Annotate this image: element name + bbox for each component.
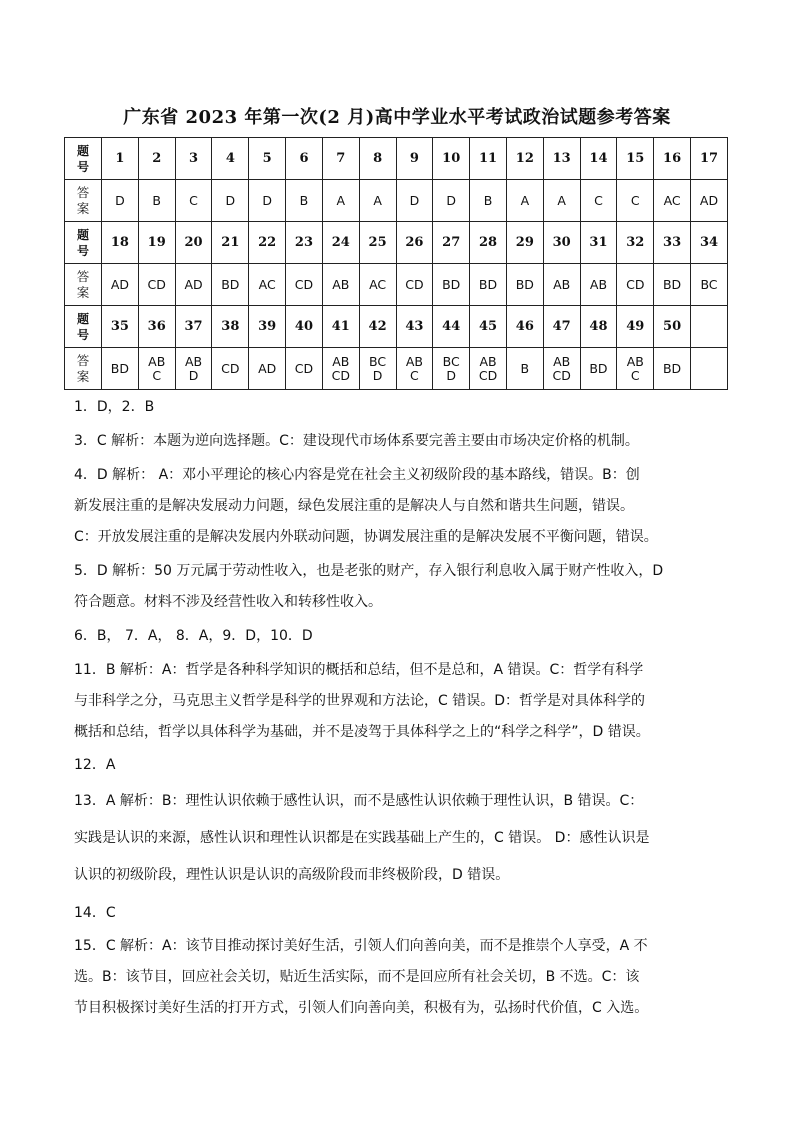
question-number-cell: 17 (691, 138, 728, 180)
question-number-cell: 8 (359, 138, 396, 180)
answer-cell: BD (506, 264, 543, 306)
question-number-cell: 41 (322, 306, 359, 348)
answer-cell: AD (175, 264, 212, 306)
answer-cell: AD (249, 348, 286, 390)
question-number-cell: 42 (359, 306, 396, 348)
answer-cell: C (617, 180, 654, 222)
question-number-cell: 44 (433, 306, 470, 348)
answer-cell: AC (654, 180, 691, 222)
question-number-cell: 19 (138, 222, 175, 264)
explanation-line: 选。B：该节目，回应社会关切，贴近生活实际，而不是回应所有社会关切，B 不选。C：该 (74, 969, 640, 985)
question-number-cell: 21 (212, 222, 249, 264)
answer-cell: CD (396, 264, 433, 306)
explanation-line: 概括和总结，哲学以具体科学为基础，并不是凌驾于具体科学之上的“科学之科学”，D 错误。 (74, 724, 650, 740)
question-number-cell: 26 (396, 222, 433, 264)
question-number-cell: 32 (617, 222, 654, 264)
question-number-cell: 36 (138, 306, 175, 348)
answer-cell: D (433, 180, 470, 222)
question-number-cell: 47 (543, 306, 580, 348)
answer-cell: BC D (433, 348, 470, 390)
question-number-cell: 12 (506, 138, 543, 180)
question-number-cell: 39 (249, 306, 286, 348)
answer-cell: AC (359, 264, 396, 306)
answer-cell: B (286, 180, 323, 222)
answer-cell: D (249, 180, 286, 222)
question-number-cell: 3 (175, 138, 212, 180)
answer-cell: B (138, 180, 175, 222)
question-number-cell: 30 (543, 222, 580, 264)
question-number-row (65, 306, 728, 348)
answer-cell: D (102, 180, 139, 222)
question-number-cell: 35 (102, 306, 139, 348)
explanation-line: 3．C 解析：本题为逆向选择题。C：建设现代市场体系要完善主要由市场决定价格的机制。 (74, 433, 639, 449)
explanation-line: 5．D 解析：50 万元属于劳动性收入，也是老张的财产，存入银行利息收入属于财产性收入，D (74, 563, 664, 579)
question-number-cell: 46 (506, 306, 543, 348)
answer-cell (691, 348, 728, 390)
question-number-cell: 13 (543, 138, 580, 180)
question-number-cell: 49 (617, 306, 654, 348)
question-number-row (65, 222, 728, 264)
question-number-cell: 22 (249, 222, 286, 264)
answer-cell: AB C (617, 348, 654, 390)
answer-cell: B (470, 180, 507, 222)
answer-cell: AB (580, 264, 617, 306)
answer-cell: D (396, 180, 433, 222)
answer-cell: CD (212, 348, 249, 390)
answer-cell: CD (286, 348, 323, 390)
answer-cell: C (580, 180, 617, 222)
explanation-line: 6．B， 7．A， 8．A，9．D，10．D (74, 628, 313, 644)
question-number-cell: 10 (433, 138, 470, 180)
question-number-cell: 48 (580, 306, 617, 348)
question-number-cell: 7 (322, 138, 359, 180)
answer-cell: BD (102, 348, 139, 390)
answer-cell: A (322, 180, 359, 222)
question-number-cell: 28 (470, 222, 507, 264)
explanation-line: 实践是认识的来源，感性认识和理性认识都是在实践基础上产生的，C 错误。 D：感性认识是 (74, 830, 650, 846)
row-header-question: 题 号 (65, 306, 102, 348)
answer-cell: BD (654, 264, 691, 306)
answer-cell: BD (433, 264, 470, 306)
question-number-cell: 40 (286, 306, 323, 348)
question-number-cell: 29 (506, 222, 543, 264)
row-header-answer: 答 案 (65, 348, 102, 390)
question-number-cell: 16 (654, 138, 691, 180)
explanation-line: 新发展注重的是解决发展动力问题，绿色发展注重的是解决人与自然和谐共生问题，错误。 (74, 498, 634, 514)
question-number-cell: 6 (286, 138, 323, 180)
question-number-cell: 50 (654, 306, 691, 348)
explanation-line: 1．D，2．B (74, 399, 155, 415)
question-number-cell: 31 (580, 222, 617, 264)
answer-cell: BD (212, 264, 249, 306)
explanation-line: 4．D 解析： A：邓小平理论的核心内容是党在社会主义初级阶段的基本路线，错误。B：创 (74, 467, 640, 483)
answer-cell: B (506, 348, 543, 390)
question-number-cell: 5 (249, 138, 286, 180)
answer-cell: BD (580, 348, 617, 390)
answer-cell: AB CD (470, 348, 507, 390)
answer-cell: A (359, 180, 396, 222)
explanation-line: 12．A (74, 757, 116, 773)
question-number-cell: 1 (102, 138, 139, 180)
answer-cell: AD (102, 264, 139, 306)
answer-cell: AD (691, 180, 728, 222)
question-number-cell: 33 (654, 222, 691, 264)
answer-cell: BD (470, 264, 507, 306)
explanation-line: 11．B 解析：A：哲学是各种科学知识的概括和总结，但不是总和，A 错误。C：哲学有科学 (74, 662, 644, 678)
explanation-line: 节目积极探讨美好生活的打开方式，引领人们向善向美，积极有为，弘扬时代价值，C 入选。 (74, 1000, 649, 1016)
answer-row (65, 348, 728, 390)
question-number-cell (691, 306, 728, 348)
answer-cell: BC (691, 264, 728, 306)
explanation-line: 认识的初级阶段，理性认识是认识的高级阶段而非终极阶段，D 错误。 (74, 867, 510, 883)
answer-cell: CD (138, 264, 175, 306)
question-number-cell: 18 (102, 222, 139, 264)
question-number-cell: 24 (322, 222, 359, 264)
answer-cell: AC (249, 264, 286, 306)
explanation-line: 14．C (74, 905, 116, 921)
answer-cell: AB C (138, 348, 175, 390)
question-number-cell: 23 (286, 222, 323, 264)
explanation-line: 13．A 解析：B：理性认识依赖于感性认识，而不是感性认识依赖于理性认识，B 错误。C： (74, 793, 644, 809)
answer-cell: CD (617, 264, 654, 306)
question-number-row (65, 138, 728, 180)
row-header-question: 题 号 (65, 222, 102, 264)
answer-cell: A (506, 180, 543, 222)
question-number-cell: 11 (470, 138, 507, 180)
answer-cell: D (212, 180, 249, 222)
explanation-line: C：开放发展注重的是解决发展内外联动问题，协调发展注重的是解决发展不平衡问题，错误。 (74, 529, 658, 545)
explanation-line: 15．C 解析：A：该节目推动探讨美好生活，引领人们向善向美，而不是推崇个人享受，A 不 (74, 938, 648, 954)
question-number-cell: 25 (359, 222, 396, 264)
question-number-cell: 45 (470, 306, 507, 348)
question-number-cell: 4 (212, 138, 249, 180)
answer-cell: BD (654, 348, 691, 390)
question-number-cell: 27 (433, 222, 470, 264)
answer-cell: AB (543, 264, 580, 306)
question-number-cell: 34 (691, 222, 728, 264)
answer-cell: AB CD (322, 348, 359, 390)
answer-cell: CD (286, 264, 323, 306)
question-number-cell: 2 (138, 138, 175, 180)
answer-row (65, 180, 728, 222)
answer-cell: A (543, 180, 580, 222)
question-number-cell: 38 (212, 306, 249, 348)
answer-key-table (64, 137, 728, 390)
document-title: 广东省 2023 年第一次(2 月)高中学业水平考试政治试题参考答案 (123, 107, 671, 128)
question-number-cell: 37 (175, 306, 212, 348)
answer-cell: AB D (175, 348, 212, 390)
question-number-cell: 15 (617, 138, 654, 180)
question-number-cell: 20 (175, 222, 212, 264)
row-header-question: 题 号 (65, 138, 102, 180)
row-header-answer: 答 案 (65, 180, 102, 222)
answer-cell: BC D (359, 348, 396, 390)
question-number-cell: 43 (396, 306, 433, 348)
explanation-line: 与非科学之分，马克思主义哲学是科学的世界观和方法论，C 错误。D：哲学是对具体科学的 (74, 693, 646, 709)
row-header-answer: 答 案 (65, 264, 102, 306)
answer-cell: AB CD (543, 348, 580, 390)
question-number-cell: 9 (396, 138, 433, 180)
answer-cell: AB C (396, 348, 433, 390)
answer-cell: AB (322, 264, 359, 306)
answer-cell: C (175, 180, 212, 222)
question-number-cell: 14 (580, 138, 617, 180)
answer-row (65, 264, 728, 306)
explanation-line: 符合题意。材料不涉及经营性收入和转移性收入。 (74, 594, 382, 610)
